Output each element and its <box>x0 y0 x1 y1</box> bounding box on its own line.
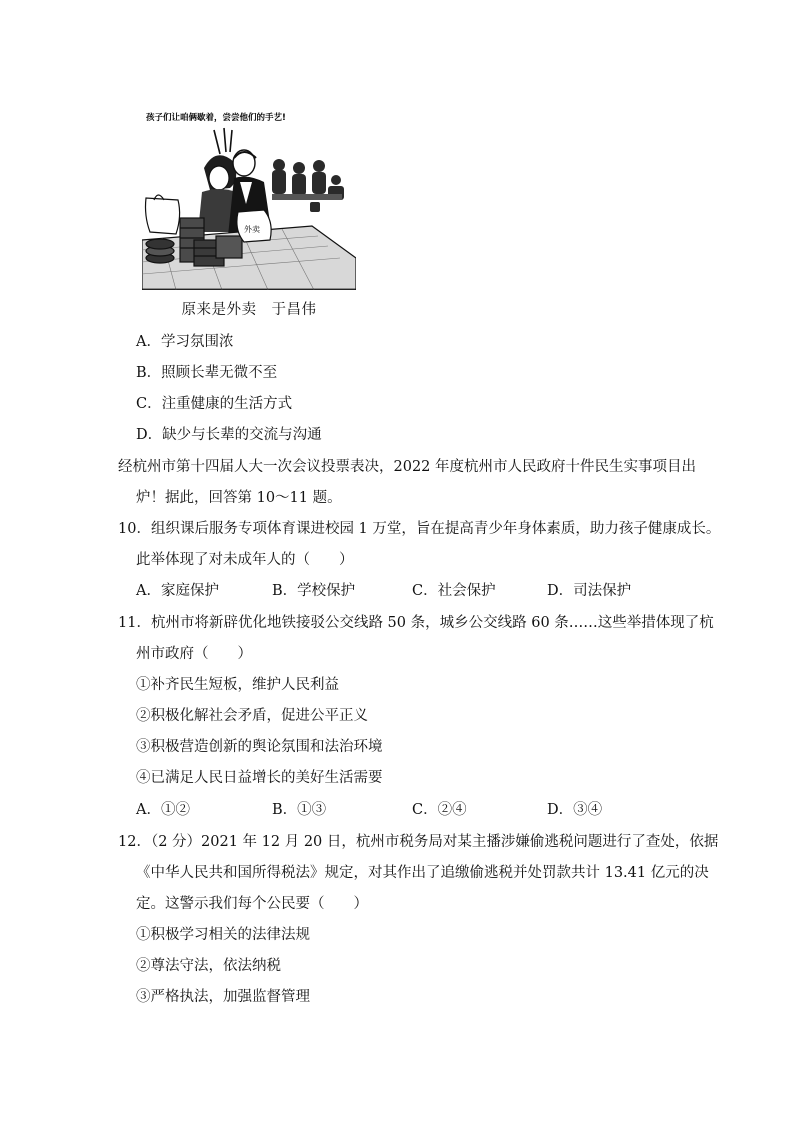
q11-line-1: 11．杭州市将新辟优化地铁接驳公交线路 50 条，城乡公交线路 60 条……这些举措体现了杭 <box>118 615 714 631</box>
q11-option-a: A．①② <box>136 802 190 818</box>
bubble-text: 孩子们让咱俩歇着，尝尝他们的手艺! <box>146 113 286 123</box>
q10-option-d: D．司法保护 <box>547 583 632 599</box>
q9-option-b: B．照顾长辈无微不至 <box>136 365 278 381</box>
q10-option-a: A．家庭保护 <box>136 583 219 599</box>
bag-label: 外卖 <box>244 225 260 234</box>
q11-item-4: ④已满足人民日益增长的美好生活需要 <box>136 770 383 786</box>
q11-option-b: B．①③ <box>272 802 327 818</box>
intro-line-2: 炉！据此，回答第 10～11 题。 <box>136 490 342 506</box>
q12-line-3: 定。这警示我们每个公民要（ ） <box>136 896 368 912</box>
q9-option-d: D．缺少与长辈的交流与沟通 <box>136 427 322 443</box>
q12-item-2: ②尊法守法，依法纳税 <box>136 958 281 974</box>
q11-item-1: ①补齐民生短板，维护人民利益 <box>136 677 339 693</box>
q12-line-1: 12．（2 分）2021 年 12 月 20 日，杭州市税务局对某主播涉嫌偷逃税问题进行了查处，依据 <box>118 834 719 850</box>
q10-option-c: C．社会保护 <box>412 583 496 599</box>
q10-option-b: B．学校保护 <box>272 583 356 599</box>
q9-option-a: A．学习氛围浓 <box>136 334 234 350</box>
q10-line-2: 此举体现了对未成年人的（ ） <box>136 552 354 568</box>
q12-line-2: 《中华人民共和国所得税法》规定，对其作出了追缴偷逃税并处罚款共计 13.41 亿元的决 <box>136 865 709 881</box>
q11-option-d: D．③④ <box>547 802 603 818</box>
figure-caption: 原来是外卖 于昌伟 <box>181 302 317 318</box>
cartoon-figure <box>142 108 356 290</box>
q11-line-2: 州市政府（ ） <box>136 646 252 662</box>
q10-line-1: 10．组织课后服务专项体育课进校园 1 万堂，旨在提高青少年身体素质，助力孩子健康成长。 <box>118 521 721 537</box>
q11-option-c: C．②④ <box>412 802 467 818</box>
q11-item-3: ③积极营造创新的舆论氛围和法治环境 <box>136 739 383 755</box>
intro-line-1: 经杭州市第十四届人大一次会议投票表决，2022 年度杭州市人民政府十件民生实事项目出 <box>118 459 697 475</box>
q12-item-3: ③严格执法，加强监督管理 <box>136 989 310 1005</box>
cartoon-illustration <box>142 108 356 290</box>
q12-item-1: ①积极学习相关的法律法规 <box>136 927 310 943</box>
q9-option-c: C．注重健康的生活方式 <box>136 396 293 412</box>
q11-item-2: ②积极化解社会矛盾，促进公平正义 <box>136 708 368 724</box>
